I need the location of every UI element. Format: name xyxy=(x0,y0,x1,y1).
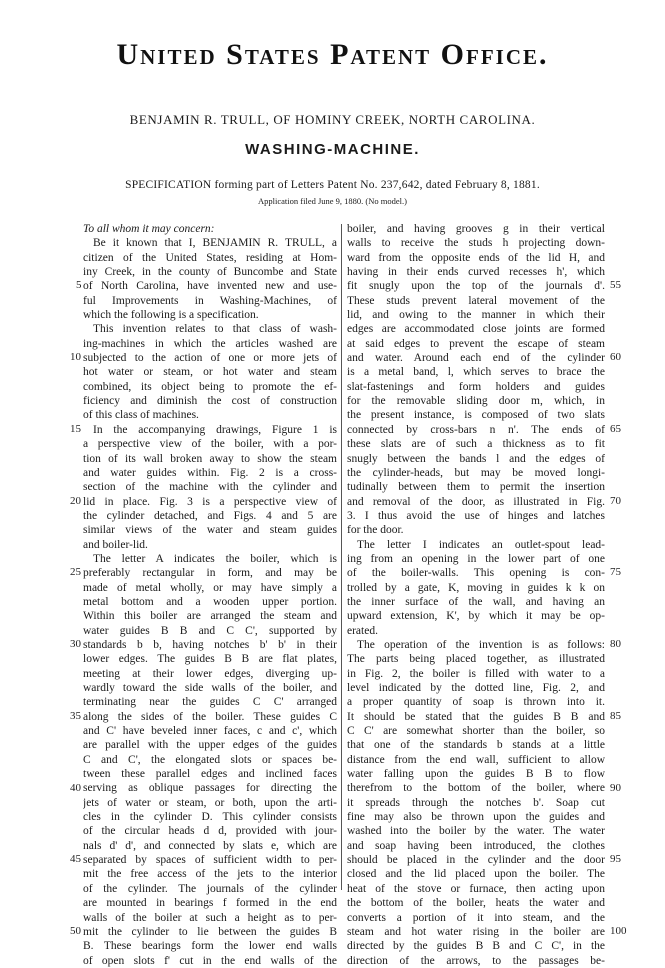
text-line: The letter I indicates an outlet-spout lead- xyxy=(357,538,605,551)
line-number: 50 xyxy=(70,925,81,938)
text-line: standards b b, having notches b' b' in their xyxy=(83,638,337,651)
text-line: steam and hot water rising in the boiler are xyxy=(347,925,605,938)
text-line: converts a portion of it into steam, and the xyxy=(347,911,605,924)
text-line: combined, its object being to promote the ef- xyxy=(83,380,337,393)
text-line: meeting at their lower edges, diverging up- xyxy=(83,667,337,680)
text-line: Within this boiler are arranged the steam and xyxy=(83,610,337,623)
text-line: at said edges to prevent the escape of steam xyxy=(347,337,605,350)
text-line: of open slots f' cut in the end walls of the xyxy=(83,954,337,967)
text-line: edges are accommodated close joints are formed xyxy=(347,323,605,336)
text-line: C and C', the elongated slots or spaces be- xyxy=(83,753,337,766)
text-line: walls to receive the studs h projecting down- xyxy=(347,237,605,250)
text-line: boiler, and having grooves g in their vertical xyxy=(347,223,605,235)
text-line: in Fig. 2, the boiler is filled with water to a xyxy=(347,667,605,680)
line-number: 80 xyxy=(610,638,621,651)
text-line: of the boiler-walls. This opening is con- xyxy=(347,567,605,580)
text-line: and boiler-lid. xyxy=(83,538,148,551)
patent-office-heading: United States Patent Office. xyxy=(116,38,549,71)
text-line: water guides B B and C C', supported by xyxy=(83,624,337,637)
text-line: This invention relates to that class of wash- xyxy=(93,323,337,336)
text-line: a proper quantity of soap is thrown into it. xyxy=(347,696,605,709)
text-line: tion of its wall broken away to show the steam xyxy=(83,452,337,465)
text-line: slat-fastenings and form holders and guides xyxy=(347,380,605,393)
text-line: walls of the boiler at such a height as to per- xyxy=(83,911,337,924)
text-line: is a metal band, l, which serves to brace the xyxy=(347,366,605,379)
text-line: which the following is a specification. xyxy=(83,309,259,322)
text-line: washed into the boiler by the water. The water xyxy=(347,825,605,838)
text-line: jets of water or steam, or both, upon the arti- xyxy=(83,796,337,809)
text-line: The letter A indicates the boiler, which is xyxy=(93,552,337,565)
text-line: directed by the guides B B and C C', in the xyxy=(347,940,605,953)
text-line: that one of the standards b stands at a little xyxy=(347,739,605,752)
text-line: and water guides within. Fig. 2 is a cross- xyxy=(83,466,337,479)
line-number: 10 xyxy=(70,351,81,364)
text-line: fit snugly upon the top of the journals d'. xyxy=(347,280,605,293)
line-number: 30 xyxy=(70,638,81,651)
text-line: ing from an opening in the lower part of one xyxy=(347,552,605,565)
text-line: lid, and owing to the manner in which their xyxy=(347,309,605,322)
text-line: and water. Around each end of the cylinder xyxy=(347,352,605,365)
text-line: a perspective view of the boiler, with a por- xyxy=(83,438,337,451)
line-number: 65 xyxy=(610,422,621,435)
text-line: Be it known that I, BENJAMIN R. TRULL, a xyxy=(93,237,337,250)
text-line: serving as oblique passages for directing the xyxy=(83,782,337,795)
text-line: the inner surface of the wall, and having an xyxy=(347,595,605,608)
text-line: erated. xyxy=(347,624,378,637)
text-line: preferably rectangular in form, and may be xyxy=(83,567,337,580)
text-line: along the sides of the boiler. These guides C xyxy=(83,710,337,723)
text-line: closed and the lid placed upon the boiler. The xyxy=(347,868,605,881)
line-number: 25 xyxy=(70,566,81,579)
line-number: 70 xyxy=(610,494,621,507)
right-text-column xyxy=(347,222,605,968)
line-number: 75 xyxy=(610,566,621,579)
text-line: ful Improvements in Washing-Machines, of xyxy=(83,294,337,307)
text-line: wardly toward the side walls of the boiler, and xyxy=(83,682,337,694)
text-line: section of the machine with the cylinder and xyxy=(83,481,337,494)
text-line: are mounted in bearings f formed in the end xyxy=(83,897,337,910)
line-number: 35 xyxy=(70,709,81,722)
line-number: 60 xyxy=(610,351,621,364)
text-line: tween these parallel edges and inclined faces xyxy=(83,768,337,781)
text-line: The parts being placed together, as illustrated xyxy=(347,653,605,666)
text-line: it spreads through the notches b'. Soap cut xyxy=(347,796,605,809)
text-line: upward extension, K', by which it may be op- xyxy=(347,610,605,623)
text-line: should be placed in the cylinder and the door xyxy=(347,854,605,867)
text-line: nals d' d', and connected by slats e, which are xyxy=(83,839,337,852)
text-line: B. These bearings form the lower end walls xyxy=(83,940,337,953)
text-line: having in their ends curved recesses h', which xyxy=(347,266,605,279)
text-line: C C' are somewhat shorter than the boiler, so xyxy=(347,725,605,738)
text-line: made of metal wholly, or may have simply a xyxy=(83,581,337,594)
line-number: 40 xyxy=(70,781,81,794)
text-line: These studs prevent lateral movement of the xyxy=(347,294,605,307)
text-line: are parallel with the upper edges of the guides xyxy=(83,739,337,752)
line-number: 15 xyxy=(70,422,81,435)
text-line: for the door. xyxy=(347,524,404,537)
text-line: It should be stated that the guides B B and xyxy=(347,710,605,723)
text-line: of the cylinder. The journals of the cylinder xyxy=(83,882,337,895)
text-line: mit the cylinder to lie between the guides B xyxy=(83,925,337,938)
text-line: lower edges. The guides B B are flat plates, xyxy=(83,653,337,666)
text-line: and C' have beveled inner faces, c and c', which xyxy=(83,725,337,738)
text-line: citizen of the United States, residing at Hom- xyxy=(83,251,337,264)
application-line: Application filed June 9, 1880. (No model.) xyxy=(258,196,407,206)
text-line: heat of the stove or furnace, then acting upon xyxy=(347,882,605,895)
text-line: water falling upon the guides B B to flow xyxy=(347,768,605,781)
column-divider xyxy=(341,224,342,890)
text-line: level indicated by the dotted line, Fig. 2, and xyxy=(347,682,605,694)
line-number: 45 xyxy=(70,853,81,866)
text-line: similar views of the water and steam guides xyxy=(83,524,337,537)
text-line: distance from the end wall, sufficient to allow xyxy=(347,753,605,766)
text-line: 3. I thus avoid the use of hinges and latches xyxy=(347,509,605,522)
text-line: for the removable sliding door m, which, in xyxy=(347,395,605,408)
text-line: of North Carolina, have invented new and use- xyxy=(83,280,337,293)
text-line: trolled by a gate, K, moving in guides k k on xyxy=(347,581,605,594)
text-line: The operation of the invention is as follows: xyxy=(357,638,605,651)
inventor-line: BENJAMIN R. TRULL, OF HOMINY CREEK, NORTH CAROLINA. xyxy=(129,112,536,127)
text-line: tudinally between them to permit the insertion xyxy=(347,481,605,494)
text-line: therefrom to the bottom of the boiler, where xyxy=(347,782,605,795)
line-number: 20 xyxy=(70,494,81,507)
text-line: and removal of the door, as illustrated in Fig. xyxy=(347,495,605,508)
text-line: lid in place. Fig. 3 is a perspective view of xyxy=(83,495,337,508)
text-line: fine may also be thrown upon the guides and xyxy=(347,811,605,824)
text-line: iny Creek, in the county of Buncombe and State xyxy=(83,266,337,279)
line-number: 95 xyxy=(610,853,621,866)
line-number: 55 xyxy=(610,279,621,292)
line-number: 5 xyxy=(76,279,82,292)
text-line: hot water or steam, or hot water and steam xyxy=(83,366,337,379)
line-number: 85 xyxy=(610,709,621,722)
text-line: the cylinder detached, and Figs. 4 and 5 are xyxy=(83,509,337,522)
text-line: subjected to the action of one or more jets of xyxy=(83,352,337,365)
line-number: 100 xyxy=(610,925,627,938)
line-number: 90 xyxy=(610,781,621,794)
text-line: of this class of machines. xyxy=(83,409,199,422)
text-line: snugly between the bands l and the edges of xyxy=(347,452,605,465)
text-line: ing-machines in which the articles washed are xyxy=(83,337,337,350)
text-line: these slats are of such a thickness as to fit xyxy=(347,438,605,451)
text-line: and soap having been introduced, the clothes xyxy=(347,839,605,852)
text-line: In the accompanying drawings, Figure 1 is xyxy=(93,423,337,436)
text-line: cles in the cylinder D. This cylinder consists xyxy=(83,811,337,824)
text-line: mit the free access of the jets to the interior xyxy=(83,868,337,881)
text-line: the bottom of the boiler, heats the water and xyxy=(347,897,605,910)
text-line: To all whom it may concern: xyxy=(83,223,215,235)
text-line: the cylinder-heads, but may be moved longi- xyxy=(347,466,605,479)
text-line: the present instance, is composed of two slats xyxy=(347,409,605,422)
text-line: ward from the opposite ends of the lid H, and xyxy=(347,251,605,264)
left-text-column xyxy=(83,222,337,968)
text-line: separated by spaces of sufficient width to per- xyxy=(83,854,337,867)
text-line: direction of the arrows, to the passages be- xyxy=(347,954,605,967)
text-line: terminating near the guides C C' arranged xyxy=(83,696,337,709)
text-line: ficiency and diminish the cost of construction xyxy=(83,395,337,408)
specification-line: SPECIFICATION forming part of Letters Patent No. 237,642, dated February 8, 1881. xyxy=(125,179,540,191)
invention-title: WASHING-MACHINE. xyxy=(245,141,420,158)
text-line: of the circular heads d d, provided with jour- xyxy=(83,825,337,838)
text-line: metal bottom and a wooden upper portion. xyxy=(83,595,337,608)
text-line: connected by cross-bars n n'. The ends of xyxy=(347,423,605,436)
